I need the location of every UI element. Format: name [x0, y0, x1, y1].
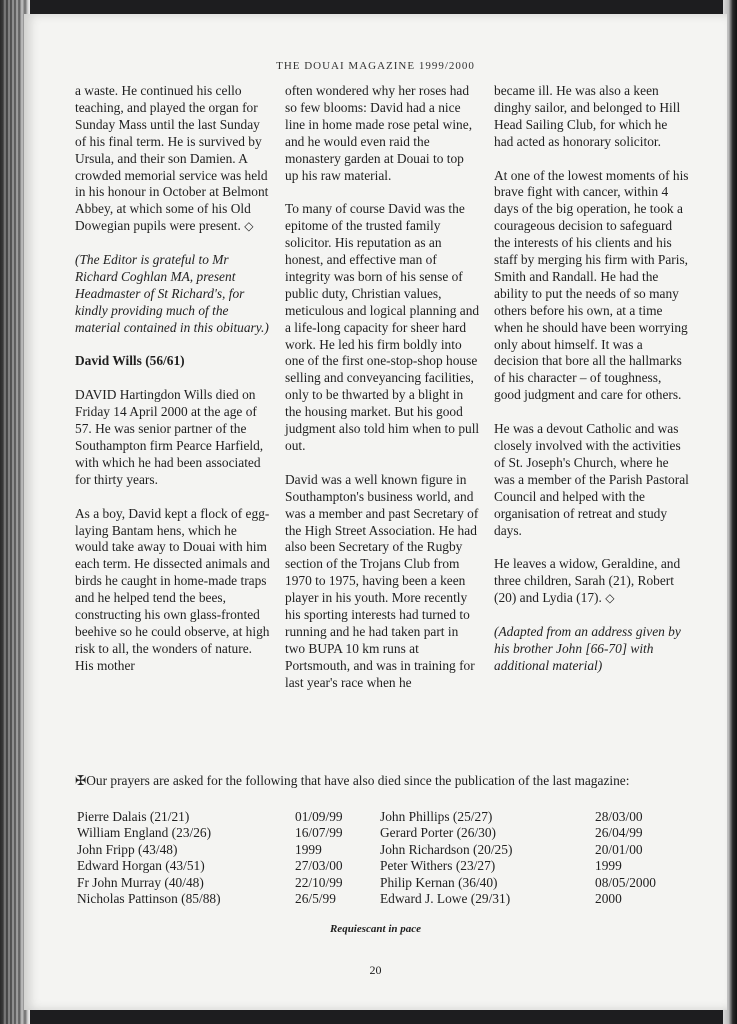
paragraph: At one of the lowest moments of his brave fight with cancer, within 4 days of the big operation, he took a courageous decision to safeguard the interests of his clients and his staff by merging his firm with Paris, Smith and Randall. He had the ability to put the needs of so many others before his own, at a time when he should have been worrying only about himself. It was a decision that bore all the hallmarks of his character – of toughness, good judgment and care for others.	[494, 167, 689, 403]
deceased-date: 27/03/00	[295, 858, 343, 874]
deceased-name: Philip Kernan (36/40)	[380, 874, 498, 890]
paragraph-text: a waste. He continued his cello teaching, and played the organ for Sunday Mass until the last Sunday of his final term. He is survived by Ursula, and their son Damien. A crowded memorial service was held in his honour in October at Belmont Abbey, at which some of his Old Dowegian pupils were present.	[75, 83, 269, 234]
deceased-name: Gerard Porter (26/30)	[380, 825, 497, 841]
paragraph: David was a well known figure in Southampton's business world, and was a member and past Secretary of the High Street Association. He had also been Secretary of the Rugby section of the Trojans Club from 1970 to 1975, having been a keen player in his youth. More recently his sporting interests had turned to running and he had taken part in two BUPA 10 km runs at Portsmouth, and was in training for last year's race when he	[285, 471, 479, 690]
column-3	[494, 83, 689, 692]
deceased-name: Edward Horgan (43/51)	[77, 858, 205, 874]
deceased-date: 2000	[595, 891, 622, 907]
paragraph: DAVID Hartingdon Wills died on Friday 14 April 2000 at the age of 57. He was senior partner of the Southampton firm Pearce Harfield, with which he had been associated for thirty years.	[75, 387, 264, 487]
deceased-name: John Phillips (25/27)	[380, 809, 493, 824]
paragraph	[75, 83, 270, 235]
deceased-date: 26/04/99	[595, 825, 643, 841]
deceased-name: John Richardson (20/25)	[380, 841, 513, 857]
deceased-date: 1999	[295, 841, 322, 857]
column-1	[75, 83, 270, 692]
deceased-date: 22/10/99	[295, 874, 343, 890]
end-mark-icon: ◇	[244, 219, 254, 234]
paragraph	[494, 556, 689, 607]
deceased-name: Peter Withers (23/27)	[380, 858, 496, 874]
magazine-page	[24, 14, 727, 1010]
deceased-name: William England (23/26)	[77, 825, 212, 841]
deceased-name: Fr John Murray (40/48)	[77, 874, 204, 890]
deceased-name: Nicholas Pattinson (85/88)	[77, 891, 221, 907]
paragraph: often wondered why her roses had so few blooms: David had a nice line in home made rose petal wine, and he would even raid the monastery garden at Douai to top up his raw material.	[285, 83, 473, 183]
page-number: 20	[369, 963, 382, 977]
deceased-name: John Fripp (43/48)	[77, 841, 178, 857]
paragraph-text: He leaves a widow, Geraldine, and three children, Sarah (21), Robert (20) and Lydia (17).	[494, 556, 681, 606]
paragraph: As a boy, David kept a flock of egg-laying Bantam hens, which he would take away to Douai with him each term. He dissected animals and birds he caught in home-made traps and he helped tend the bees, constructing his own glass-fronted beehive so he could observe, at high risk to all, the wonders of nature. His mother	[75, 505, 270, 673]
running-header: THE DOUAI MAGAZINE 1999/2000	[276, 60, 475, 72]
deceased-names-right	[380, 809, 512, 907]
deceased-name: Edward J. Lowe (29/31)	[380, 891, 511, 907]
deceased-date: 20/01/00	[595, 841, 643, 857]
deceased-dates-left	[295, 809, 343, 907]
column-2	[285, 83, 480, 708]
editor-note: (The Editor is grateful to Mr Richard Coghlan MA, present Headmaster of St Richard's, for kindly providing much of the material contained in this obituary.)	[75, 252, 269, 335]
requiescant-line: Requiescant in pace	[329, 923, 422, 935]
deceased-name: Pierre Dalais (21/21)	[77, 809, 190, 824]
deceased-date: 01/09/99	[295, 809, 343, 824]
attribution-note: (Adapted from an address given by his brother John [66-70] with additional material)	[494, 623, 681, 673]
deceased-names-left	[77, 809, 221, 907]
paragraph: To many of course David was the epitome of the trusted family solicitor. His reputation as an honest, and effective man of integrity was born of his sense of public duty, Christian values, meticulous and logical planning and a life-long capacity for sheer hard work. He led his firm boldly into one of the first one-stop-shop house selling and conveyancing facilities, only to be thwarted by a blight in the housing market. But his good judgment also told him when to pull out.	[285, 201, 480, 454]
deceased-date: 1999	[595, 858, 622, 874]
deceased-date: 26/5/99	[295, 891, 336, 907]
deceased-date: 16/07/99	[295, 825, 343, 841]
deceased-dates-right	[595, 809, 656, 907]
obituary-heading: David Wills (56/61)	[75, 353, 185, 369]
prayers-intro: ✠Our prayers are asked for the following that have also died since the publication of the last magazine:	[75, 773, 630, 788]
paragraph: became ill. He was also a keen dinghy sailor, and belonged to Hill Head Sailing Club, for which he had acted as honorary solicitor.	[494, 83, 681, 149]
paragraph: He was a devout Catholic and was closely involved with the activities of St. Joseph's Church, where he was a member of the Parish Pastoral Council and helped with the organisation of retreat and study days.	[494, 421, 689, 538]
deceased-date: 28/03/00	[595, 809, 643, 824]
deceased-date: 08/05/2000	[595, 874, 657, 890]
end-mark-icon: ◇	[605, 591, 615, 606]
